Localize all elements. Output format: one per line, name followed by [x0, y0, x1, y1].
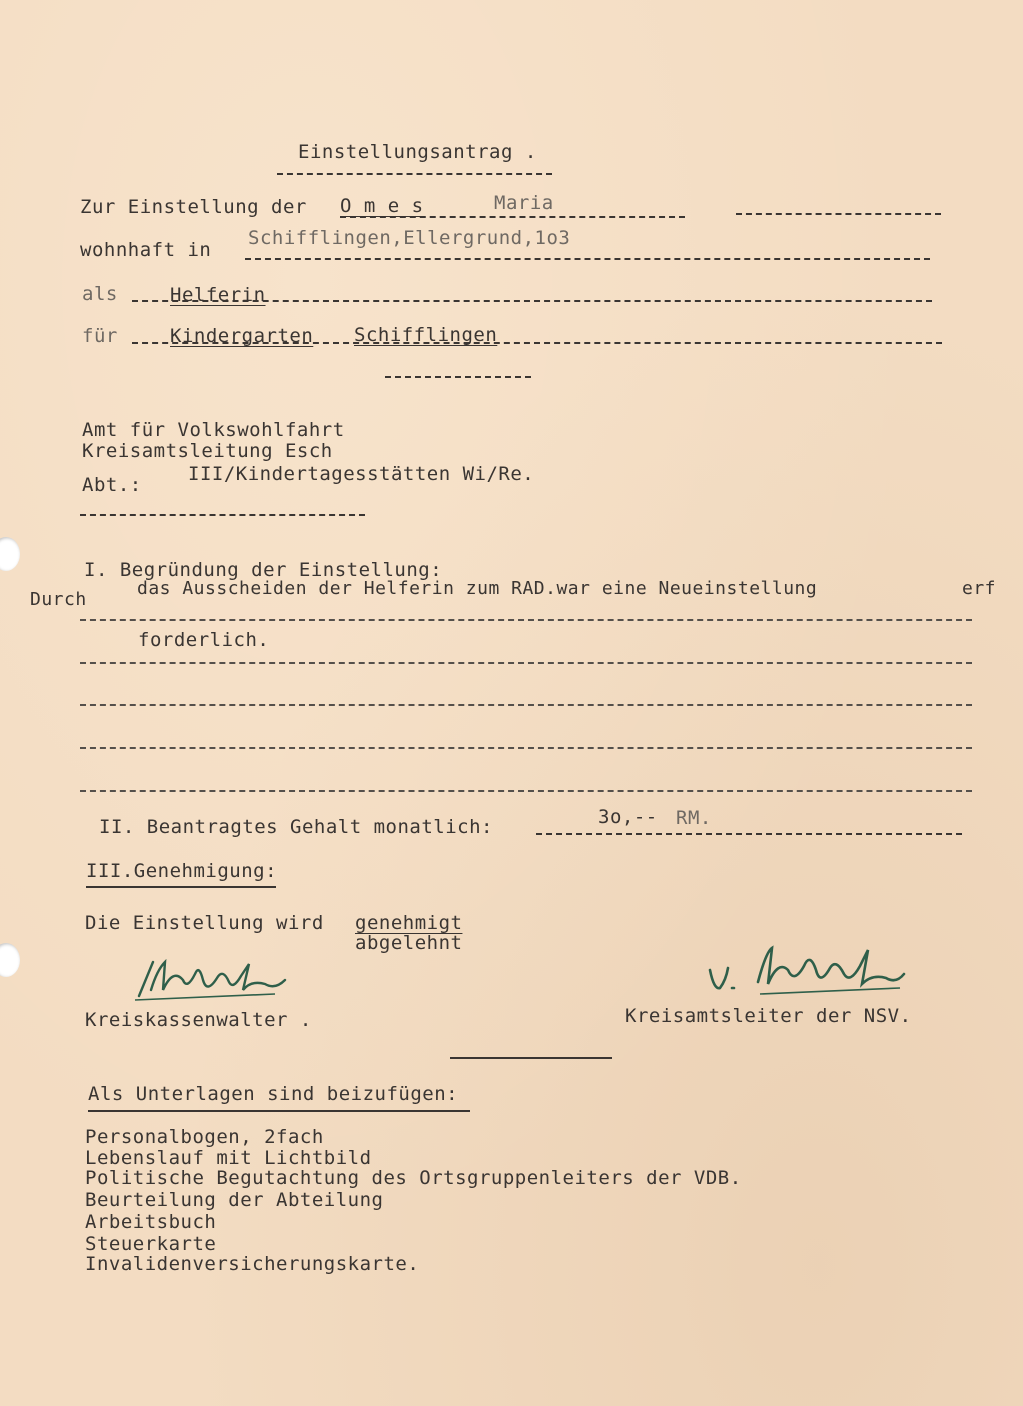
attachments-underline	[88, 1110, 470, 1112]
office-line2: Kreisamtsleitung Esch	[82, 440, 333, 462]
decision-rejected: abgelehnt	[355, 932, 463, 954]
document-title: Einstellungsantrag .	[298, 141, 537, 163]
institution-word1: Kindergarten	[170, 325, 314, 347]
employment-label: Zur Einstellung der	[80, 196, 307, 218]
employee-firstname: Maria	[494, 192, 554, 214]
reason-start: Durch	[30, 589, 87, 610]
residence-line	[245, 258, 930, 260]
right-signature-role: Kreisamtsleiter der NSV.	[625, 1005, 912, 1027]
institution-word2: Schifflingen	[354, 324, 498, 346]
residence-label: wohnhaft in	[80, 239, 212, 261]
decision-approved: genehmigt	[355, 912, 463, 934]
decision-prefix: Die Einstellung wird	[85, 912, 324, 934]
attachment-item: Lebenslauf mit Lichtbild	[85, 1147, 372, 1169]
attachment-item: Beurteilung der Abteilung	[85, 1189, 384, 1211]
department-label: Abt.:	[82, 474, 142, 496]
attachment-item: Politische Begutachtung des Ortsgruppenleiters der VDB.	[85, 1167, 742, 1189]
salary-label: II. Beantragtes Gehalt monatlich:	[99, 816, 493, 838]
position-value: Helferin	[170, 284, 266, 306]
attachment-item: Arbeitsbuch	[85, 1211, 217, 1233]
attachment-item: Steuerkarte	[85, 1233, 217, 1255]
approval-underline	[86, 886, 276, 888]
reason-line1: das Ausscheiden der Helferin zum RAD.war eine Neueinstellung	[137, 578, 818, 599]
salary-line	[536, 833, 962, 835]
salary-amount: 3o,--	[598, 806, 658, 828]
reason-line-3	[80, 704, 972, 706]
name-line	[340, 216, 685, 218]
employee-surname: O m e s	[340, 195, 424, 217]
office-line1: Amt für Volkswohlfahrt	[82, 419, 345, 441]
left-signature	[125, 950, 295, 1010]
office-underline	[80, 514, 365, 516]
reason-line-5	[80, 790, 972, 792]
right-signature	[700, 940, 910, 1010]
reason-line-4	[80, 747, 972, 749]
institution-line	[132, 342, 942, 344]
reason-line1-end: erf	[962, 578, 997, 599]
title-underline	[277, 173, 552, 175]
department-value: III/Kindertagesstätten Wi/Re.	[188, 463, 535, 485]
attachment-item: Invalidenversicherungskarte.	[85, 1253, 420, 1275]
punch-hole-top	[0, 537, 20, 571]
attachments-heading: Als Unterlagen sind beizufügen:	[88, 1083, 459, 1105]
residence-value: Schifflingen,Ellergrund,1o3	[248, 227, 571, 249]
salary-currency: RM.	[676, 807, 712, 829]
punch-hole-bottom	[0, 943, 20, 977]
name-line-extension	[736, 213, 941, 215]
left-signature-role: Kreiskassenwalter .	[85, 1009, 312, 1031]
reason-line-1	[80, 619, 972, 621]
section1-heading: I. Begründung der Einstellung:	[84, 559, 443, 581]
section-divider-1	[385, 376, 531, 378]
reason-line-2	[80, 662, 972, 664]
for-label: für	[82, 325, 118, 347]
attachments-divider	[450, 1057, 612, 1059]
approval-heading: III.Genehmigung:	[86, 860, 278, 882]
attachment-item: Personalbogen, 2fach	[85, 1126, 324, 1148]
reason-line2: forderlich.	[138, 629, 270, 651]
as-label: als	[82, 283, 118, 305]
position-line	[132, 300, 932, 302]
